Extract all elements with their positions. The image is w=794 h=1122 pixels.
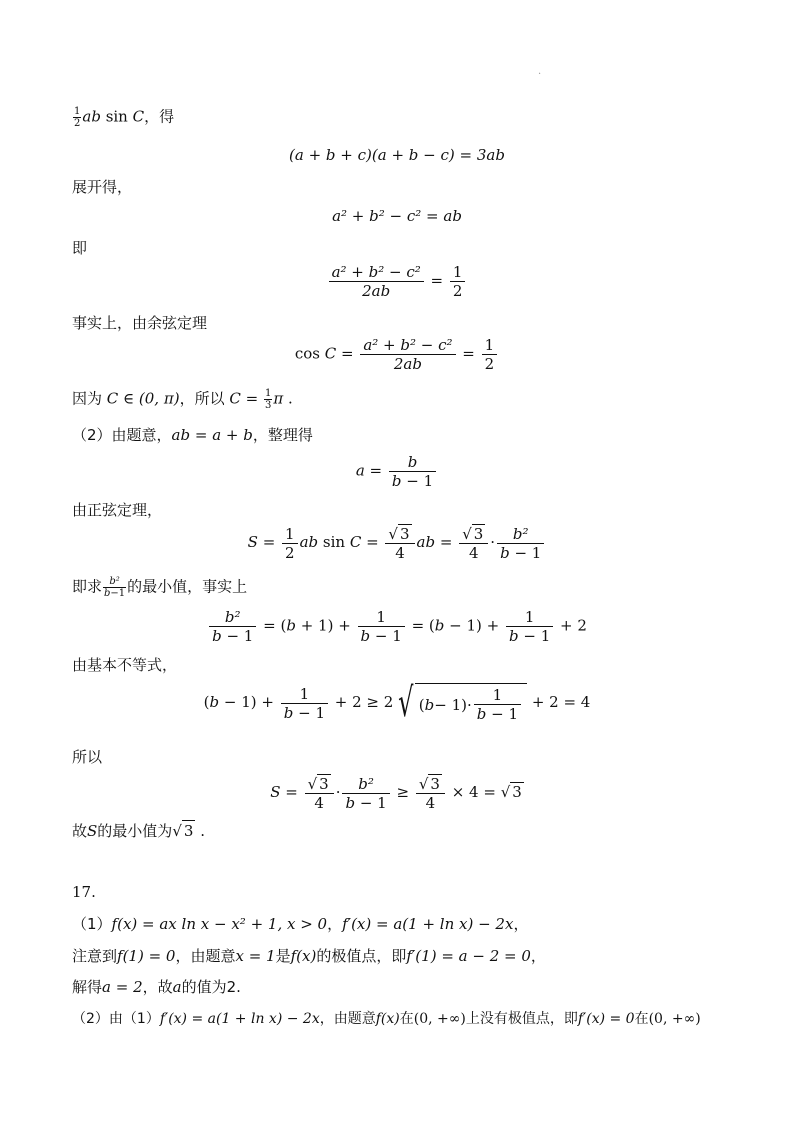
q17-line3: 解得a = 2，故a的值为2. (72, 978, 241, 996)
question-17-number: 17. (72, 883, 96, 901)
line-minimum: 即求 $\frac{\text{b²}}{b-1}$ 的最小值，事实上 (72, 576, 248, 599)
eq-inequality: (b − 1) + $\frac{1}{b - 1}$ + 2 ≥ 2 √ ( b − 1)· $\frac{1}{b - 1}$ + 2 = 4 (203, 680, 591, 726)
fraction-half: $\frac{1}{2}$ (74, 106, 81, 129)
eq-s-min: S = $\frac{√ 3}{4}$ · $\frac{\text{b²}}{b - 1}$ ≥ $\frac{√ 3}{4}$ × 4 = √ 3 (270, 774, 522, 812)
c-interval: C ∈ (0, π) (106, 389, 180, 408)
eq-ratio: $\frac{\text{a² + b² − c²}}{2ab}$ = $\frac{1}{2}$ (0, 263, 794, 300)
text-amgm: 由基本不等式， (72, 656, 178, 674)
eq-cosc: cos C = $\frac{\text{a² + b² − c²}}{2ab}$ = $\frac{1}{2}$ (0, 336, 794, 373)
line-part2: （2）由题意，ab = a + b，整理得 (72, 426, 313, 444)
q17-part1: （1）f(x) = ax ln x − x² + 1, x > 0，f′(x) = a(1 + ln x) − 2x， (72, 915, 529, 933)
eq-expand: (a + b + c)(a + b − c) = 3ab (289, 146, 505, 164)
q17-part2: （2）由（1）f′(x) = a(1 + ln x) − 2x，由题意f(x)在(0, +∞)上没有极值点，即f′(x) = 0在(0, +∞) (72, 1011, 701, 1027)
line-half-ab-sinc: $\frac{1}{2}$ ab sin C，得 (74, 106, 175, 129)
eq-a: a = $\frac{b}{b - 1}$ (0, 453, 794, 490)
line-c-value: 因为 C ∈ (0, π)，所以 C = $\frac{1}{3}$ π . (72, 388, 293, 411)
text-suoyi: 所以 (72, 748, 103, 766)
ab-equation: ab = a + b (171, 426, 253, 444)
line-conclusion: 故S的最小值为√ 3 . (72, 822, 205, 840)
text-expand: 展开得， (72, 178, 133, 196)
eq-sum: a² + b² − c² = ab (332, 207, 462, 225)
eq-decompose: $\frac{\text{b²}}{b - 1}$ = (b + 1) + $\frac{1}{b - 1}$ = (b − 1) + $\frac{1}{b - 1}$ + 2 (0, 608, 794, 645)
text-sine-law: 由正弦定理， (72, 501, 163, 519)
q17-line2: 注意到f(1) = 0，由题意x = 1是f(x)的极值点，即f′(1) = a − 2 = 0， (72, 947, 546, 965)
text-ji: 即 (72, 239, 88, 257)
text-cosine-law: 事实上，由余弦定理 (72, 314, 208, 332)
text-de: ，得 (144, 107, 175, 126)
header-mark: . (538, 66, 542, 77)
eq-area: S = $\frac{1}{2}$ ab sin C = $\frac{√ 3}{4}$ ab = $\frac{√ 3}{4}$ · $\frac{\text{b²}}{b - 1}$ (0, 524, 794, 562)
